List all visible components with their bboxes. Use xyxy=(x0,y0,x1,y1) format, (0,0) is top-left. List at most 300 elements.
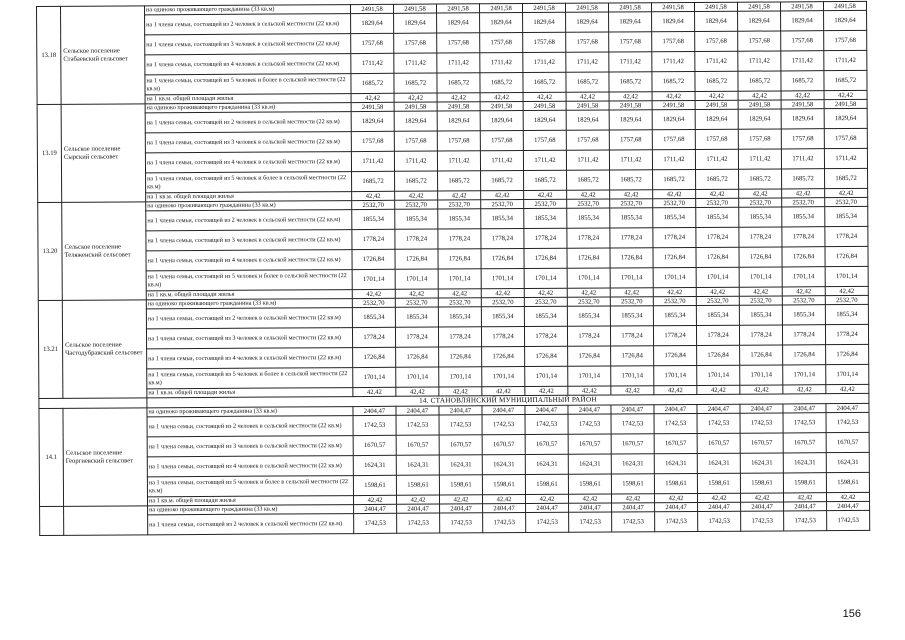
rate-value-cell: 1829,64 xyxy=(695,11,738,31)
rate-value-cell: 42,42 xyxy=(826,384,869,393)
rate-value-cell: 1685,72 xyxy=(481,171,524,191)
rate-value-cell: 1829,64 xyxy=(480,13,523,33)
rate-value-cell: 1598,61 xyxy=(396,475,439,495)
rate-value-cell: 42,42 xyxy=(437,93,480,102)
rate-value-cell: 1855,34 xyxy=(567,306,610,326)
rate-value-cell: 2491,58 xyxy=(695,100,738,109)
rate-value-cell: 1726,84 xyxy=(482,347,525,367)
rate-value-cell: 2532,70 xyxy=(481,298,524,307)
rate-value-cell: 2532,70 xyxy=(825,295,868,304)
rate-value-cell: 2404,47 xyxy=(783,404,826,413)
rate-value-cell: 2491,58 xyxy=(394,102,437,111)
rate-value-cell: 42,42 xyxy=(353,495,396,504)
table-body xyxy=(37,1,870,535)
rate-value-cell: 1670,57 xyxy=(396,435,439,455)
page-number: 156 xyxy=(842,608,861,620)
rate-value-cell: 2404,47 xyxy=(525,405,568,414)
rate-value-cell: 1701,14 xyxy=(395,269,438,289)
rate-value-cell: 1855,34 xyxy=(438,307,481,327)
rate-value-cell: 1726,84 xyxy=(611,346,654,366)
rate-value-cell: 1598,61 xyxy=(783,473,826,493)
rate-value-cell: 2491,58 xyxy=(651,2,694,11)
rate-value-cell: 1742,53 xyxy=(611,414,654,434)
rate-value-cell: 2532,70 xyxy=(739,296,782,305)
rate-value-cell: 1701,14 xyxy=(610,268,653,288)
rate-value-cell: 1757,68 xyxy=(738,129,781,149)
rate-description: на 1 члена семьи, состоящей из 3 человек в сельской местности (22 кв.м) xyxy=(145,34,351,55)
rate-value-cell: 1701,14 xyxy=(696,267,739,287)
rate-value-cell: 1670,57 xyxy=(568,434,611,454)
rate-value-cell: 42,42 xyxy=(525,494,568,503)
settlement-code: 13.18 xyxy=(37,6,62,104)
rate-value-cell: 1757,68 xyxy=(523,32,566,52)
rate-value-cell: 1598,61 xyxy=(740,473,783,493)
rate-value-cell: 1624,31 xyxy=(439,455,482,475)
rate-description: на 1 члена семьи, состоящей из 5 человек и более в сельской местности (22 кв.м) xyxy=(147,368,353,389)
rate-value-cell: 1829,64 xyxy=(824,10,867,30)
rate-value-cell: 2491,58 xyxy=(609,101,652,110)
rate-value-cell: 2491,58 xyxy=(351,102,394,111)
rate-value-cell: 42,42 xyxy=(782,189,825,198)
rate-value-cell: 1742,53 xyxy=(740,413,783,433)
rate-value-cell: 1757,68 xyxy=(480,131,523,151)
rate-value-cell: 1778,24 xyxy=(610,228,653,248)
settlement-name xyxy=(64,506,148,536)
rate-value-cell: 1670,57 xyxy=(611,434,654,454)
rate-value-cell: 2491,58 xyxy=(480,102,523,111)
rate-value-cell: 42,42 xyxy=(825,286,868,295)
rate-description: на 1 кв.м. общей площади жилья xyxy=(148,496,354,506)
rate-value-cell: 2404,47 xyxy=(354,504,397,513)
rate-value-cell: 42,42 xyxy=(611,494,654,503)
rate-value-cell: 2532,70 xyxy=(524,199,567,208)
rate-value-cell: 1624,31 xyxy=(740,453,783,473)
rate-value-cell: 2532,70 xyxy=(610,297,653,306)
rate-value-cell: 1685,72 xyxy=(696,169,739,189)
rate-value-cell: 1742,53 xyxy=(353,415,396,435)
rate-value-cell: 42,42 xyxy=(524,288,567,297)
rate-value-cell: 42,42 xyxy=(696,287,739,296)
rate-value-cell: 42,42 xyxy=(480,93,523,102)
rate-value-cell: 42,42 xyxy=(353,387,396,396)
rate-value-cell: 2404,47 xyxy=(827,501,870,510)
rate-value-cell: 1701,14 xyxy=(654,365,697,385)
rate-value-cell: 1855,34 xyxy=(653,207,696,227)
rate-value-cell: 1742,53 xyxy=(827,510,870,530)
rate-value-cell: 1829,64 xyxy=(566,12,609,32)
rate-value-cell: 1829,64 xyxy=(781,11,824,31)
rate-value-cell: 1757,68 xyxy=(695,129,738,149)
rate-value-cell: 42,42 xyxy=(523,92,566,101)
rate-value-cell: 2532,70 xyxy=(825,197,868,206)
rate-value-cell: 2491,58 xyxy=(824,99,867,108)
rate-value-cell: 2532,70 xyxy=(524,297,567,306)
rate-description: на 1 члена семьи, состоящей из 2 человек в сельской местности (22 кв.м) xyxy=(147,416,353,437)
rate-value-cell: 1711,42 xyxy=(652,51,695,71)
rate-value-cell: 1742,53 xyxy=(569,512,612,532)
rate-value-cell: 1855,34 xyxy=(352,209,395,229)
rate-value-cell: 1701,14 xyxy=(482,367,525,387)
rate-value-cell: 1726,84 xyxy=(524,248,567,268)
rate-value-cell: 1701,14 xyxy=(568,366,611,386)
rate-value-cell: 1742,53 xyxy=(783,413,826,433)
rate-value-cell: 42,42 xyxy=(352,191,395,200)
rate-value-cell: 1742,53 xyxy=(439,415,482,435)
rate-value-cell: 1855,34 xyxy=(352,307,395,327)
rate-value-cell: 2491,58 xyxy=(780,2,823,11)
rate-value-cell: 1598,61 xyxy=(826,472,869,492)
rate-value-cell: 1829,64 xyxy=(351,111,394,131)
rate-value-cell: 1624,31 xyxy=(568,454,611,474)
rate-value-cell: 1685,72 xyxy=(782,169,825,189)
rate-value-cell: 42,42 xyxy=(695,91,738,100)
rate-value-cell: 1670,57 xyxy=(783,433,826,453)
rate-value-cell: 42,42 xyxy=(352,289,395,298)
settlement-name: Сельское поселение Стабаевский сельсовет xyxy=(61,6,146,105)
rate-value-cell: 1670,57 xyxy=(697,433,740,453)
rate-description: на 1 члена семьи, состоящей из 4 человек в сельской местности (22 кв.м) xyxy=(147,456,353,477)
settlement-code: 13.21 xyxy=(38,300,63,398)
rate-value-cell: 1829,64 xyxy=(609,110,652,130)
rate-value-cell: 1757,68 xyxy=(523,130,566,150)
rate-value-cell: 1711,42 xyxy=(738,51,781,71)
rate-value-cell: 1757,68 xyxy=(394,33,437,53)
rate-value-cell: 1742,53 xyxy=(396,415,439,435)
rate-value-cell: 1726,84 xyxy=(568,346,611,366)
rate-value-cell: 2491,58 xyxy=(350,4,393,13)
rate-value-cell: 2404,47 xyxy=(569,503,612,512)
rate-value-cell: 1726,84 xyxy=(525,346,568,366)
rate-value-cell: 1685,72 xyxy=(739,169,782,189)
rate-value-cell: 1685,72 xyxy=(395,171,438,191)
rate-description: на 1 члена семьи, состоящей из 5 человек и более в сельской местности (22 кв.м) xyxy=(146,270,352,291)
rate-value-cell: 2491,58 xyxy=(738,100,781,109)
rate-value-cell: 1711,42 xyxy=(695,51,738,71)
rate-description: на 1 члена семьи, состоящей из 5 человек и более в сельской местности (22 кв.м) xyxy=(145,74,351,95)
rate-value-cell: 1855,34 xyxy=(395,307,438,327)
rate-value-cell: 2404,47 xyxy=(397,504,440,513)
rate-value-cell: 1855,34 xyxy=(825,206,868,226)
rate-description: на 1 кв.м. общей площади жилья xyxy=(146,290,352,300)
rate-value-cell: 1701,14 xyxy=(825,266,868,286)
rate-value-cell: 2491,58 xyxy=(566,101,609,110)
rate-value-cell: 1778,24 xyxy=(782,227,825,247)
rate-value-cell: 1757,68 xyxy=(652,31,695,51)
rates-table xyxy=(36,1,870,536)
rate-value-cell: 1778,24 xyxy=(567,228,610,248)
rate-value-cell: 1670,57 xyxy=(482,435,525,455)
rate-value-cell: 42,42 xyxy=(566,92,609,101)
rate-value-cell: 1711,42 xyxy=(394,53,437,73)
rate-value-cell: 2404,47 xyxy=(654,404,697,413)
rate-description: на 1 члена семьи, состоящей из 4 человек в сельской местности (22 кв.м) xyxy=(147,348,353,369)
rate-value-cell: 1742,53 xyxy=(698,511,741,531)
rate-value-cell: 2532,70 xyxy=(567,297,610,306)
rate-description: на одиноко проживающего гражданина (33 кв.м) xyxy=(145,103,351,113)
rate-value-cell: 42,42 xyxy=(652,91,695,100)
rate-value-cell: 1855,34 xyxy=(696,305,739,325)
rate-value-cell: 1726,84 xyxy=(653,247,696,267)
rate-value-cell: 2532,70 xyxy=(395,200,438,209)
rate-value-cell: 42,42 xyxy=(567,190,610,199)
rate-value-cell: 1711,42 xyxy=(394,151,437,171)
rate-value-cell: 1598,61 xyxy=(525,474,568,494)
rate-value-cell: 42,42 xyxy=(824,90,867,99)
rate-value-cell: 2491,58 xyxy=(694,2,737,11)
document-sheet xyxy=(36,1,869,536)
rate-value-cell: 1624,31 xyxy=(826,452,869,472)
rate-value-cell: 1670,57 xyxy=(740,433,783,453)
rate-description: на 1 члена семьи, состоящей из 2 человек в сельской местности (22 кв.м) xyxy=(146,210,352,231)
rate-value-cell: 1701,14 xyxy=(524,268,567,288)
rate-value-cell: 1855,34 xyxy=(524,306,567,326)
rate-description: на одиноко проживающего гражданина (33 кв.м) xyxy=(147,407,353,417)
rate-value-cell: 1701,14 xyxy=(352,269,395,289)
rate-value-cell: 1701,14 xyxy=(611,366,654,386)
settlement-name: Сельское поселение Сырский сельсовет xyxy=(61,104,146,203)
rate-value-cell: 2532,70 xyxy=(438,200,481,209)
rate-value-cell: 1757,68 xyxy=(781,129,824,149)
rate-value-cell: 2491,58 xyxy=(523,101,566,110)
rate-value-cell: 1711,42 xyxy=(781,149,824,169)
rate-value-cell: 1624,31 xyxy=(482,455,525,475)
rate-value-cell: 42,42 xyxy=(438,191,481,200)
rate-value-cell: 1598,61 xyxy=(482,475,525,495)
rate-value-cell: 1829,64 xyxy=(609,12,652,32)
rate-value-cell: 1778,24 xyxy=(481,327,524,347)
rate-value-cell: 1598,61 xyxy=(697,473,740,493)
rate-value-cell: 1726,84 xyxy=(696,247,739,267)
rate-value-cell: 42,42 xyxy=(524,190,567,199)
rate-value-cell: 2491,58 xyxy=(652,100,695,109)
rate-value-cell: 2404,47 xyxy=(611,405,654,414)
rate-value-cell: 42,42 xyxy=(697,493,740,502)
rate-value-cell: 42,42 xyxy=(739,287,782,296)
rate-value-cell: 1624,31 xyxy=(611,454,654,474)
rate-value-cell: 1685,72 xyxy=(352,171,395,191)
rate-value-cell: 1778,24 xyxy=(696,325,739,345)
rate-value-cell: 1685,72 xyxy=(652,71,695,91)
rate-description: на 1 члена семьи, состоящей из 2 человек в сельской местности (22 кв.м) xyxy=(145,112,351,133)
rate-value-cell: 42,42 xyxy=(653,189,696,198)
rate-value-cell: 1742,53 xyxy=(612,512,655,532)
rate-value-cell: 2404,47 xyxy=(396,406,439,415)
rate-value-cell: 1829,64 xyxy=(480,111,523,131)
rate-value-cell: 1829,64 xyxy=(523,110,566,130)
rate-value-cell: 1726,84 xyxy=(567,248,610,268)
rate-value-cell: 42,42 xyxy=(740,385,783,394)
rate-value-cell: 1778,24 xyxy=(567,326,610,346)
rate-value-cell: 1624,31 xyxy=(654,453,697,473)
rate-value-cell: 1742,53 xyxy=(354,513,397,533)
rate-value-cell: 42,42 xyxy=(395,191,438,200)
table-row xyxy=(40,510,870,535)
rate-value-cell: 2491,58 xyxy=(565,3,608,12)
settlement-code: 13.20 xyxy=(38,202,63,300)
rate-value-cell: 1742,53 xyxy=(697,413,740,433)
rate-value-cell: 2404,47 xyxy=(740,404,783,413)
rate-value-cell: 1778,24 xyxy=(438,229,481,249)
rate-value-cell: 1757,68 xyxy=(351,131,394,151)
rate-value-cell: 42,42 xyxy=(567,288,610,297)
rate-value-cell: 42,42 xyxy=(395,289,438,298)
rate-value-cell: 2532,70 xyxy=(696,198,739,207)
rate-value-cell: 42,42 xyxy=(439,387,482,396)
rate-value-cell: 1778,24 xyxy=(395,327,438,347)
rate-value-cell: 2532,70 xyxy=(481,200,524,209)
rate-value-cell: 1685,72 xyxy=(824,70,867,90)
rate-value-cell: 42,42 xyxy=(439,495,482,504)
rate-value-cell: 1685,72 xyxy=(438,171,481,191)
rate-value-cell: 2532,70 xyxy=(352,200,395,209)
rate-value-cell: 1711,42 xyxy=(480,151,523,171)
rate-value-cell: 2491,58 xyxy=(479,4,522,13)
rate-description: на 1 члена семьи, состоящей из 3 человек в сельской местности (22 кв.м) xyxy=(146,230,352,251)
rate-value-cell: 42,42 xyxy=(825,188,868,197)
rate-value-cell: 42,42 xyxy=(740,493,783,502)
rate-value-cell: 1711,42 xyxy=(695,149,738,169)
rate-value-cell: 1829,64 xyxy=(437,13,480,33)
rate-value-cell: 2491,58 xyxy=(823,1,866,10)
rate-value-cell: 1624,31 xyxy=(353,455,396,475)
rate-value-cell: 1624,31 xyxy=(697,453,740,473)
rate-value-cell: 1726,84 xyxy=(396,347,439,367)
rate-value-cell: 2532,70 xyxy=(610,199,653,208)
rate-value-cell: 2404,47 xyxy=(482,406,525,415)
rate-value-cell: 1701,14 xyxy=(353,367,396,387)
settlement-code: 14.1 xyxy=(39,408,64,506)
rate-value-cell: 2532,70 xyxy=(438,298,481,307)
rate-description: на 1 члена семьи, состоящей из 4 человек в сельской местности (22 кв.м) xyxy=(146,250,352,271)
rate-value-cell: 1757,68 xyxy=(824,128,867,148)
rate-value-cell: 2491,58 xyxy=(436,4,479,13)
rate-value-cell: 1855,34 xyxy=(825,304,868,324)
rate-description: на 1 члена семьи, состоящей из 2 человек в сельской местности (22 кв.м) xyxy=(145,14,351,35)
rate-value-cell: 1829,64 xyxy=(566,110,609,130)
rate-description: на одиноко проживающего гражданина (33 кв.м) xyxy=(146,201,352,211)
rate-value-cell: 2404,47 xyxy=(784,502,827,511)
rate-value-cell: 1624,31 xyxy=(783,453,826,473)
rate-value-cell: 1685,72 xyxy=(653,169,696,189)
rate-value-cell: 1685,72 xyxy=(609,72,652,92)
rate-value-cell: 42,42 xyxy=(394,93,437,102)
rate-value-cell: 2404,47 xyxy=(353,406,396,415)
rate-value-cell: 1757,68 xyxy=(566,32,609,52)
rate-value-cell: 1855,34 xyxy=(739,305,782,325)
rate-value-cell: 1742,53 xyxy=(440,513,483,533)
rate-value-cell: 2532,70 xyxy=(782,296,825,305)
rate-value-cell: 1757,68 xyxy=(824,30,867,50)
rate-value-cell: 1726,84 xyxy=(439,347,482,367)
rate-value-cell: 1757,68 xyxy=(738,31,781,51)
rate-value-cell: 2532,70 xyxy=(352,298,395,307)
rate-value-cell: 2532,70 xyxy=(696,296,739,305)
rate-value-cell: 42,42 xyxy=(481,289,524,298)
rate-value-cell: 1742,53 xyxy=(482,415,525,435)
rate-value-cell: 42,42 xyxy=(826,492,869,501)
rate-value-cell: 1778,24 xyxy=(438,327,481,347)
rate-value-cell: 1711,42 xyxy=(480,53,523,73)
rate-value-cell: 1726,84 xyxy=(610,248,653,268)
rate-value-cell: 2532,70 xyxy=(653,198,696,207)
rate-value-cell: 1711,42 xyxy=(824,148,867,168)
rate-value-cell: 1757,68 xyxy=(394,131,437,151)
rate-description: на одиноко проживающего гражданина (33 кв.м) xyxy=(145,5,351,15)
rate-value-cell: 1711,42 xyxy=(609,150,652,170)
rate-value-cell: 1711,42 xyxy=(566,150,609,170)
rate-value-cell: 1855,34 xyxy=(610,208,653,228)
rate-value-cell: 42,42 xyxy=(783,385,826,394)
settlement-name: Сельское поселение Теляженский сельсовет xyxy=(62,202,147,301)
rate-value-cell: 1778,24 xyxy=(739,227,782,247)
rate-value-cell: 1829,64 xyxy=(824,108,867,128)
rate-value-cell: 1778,24 xyxy=(825,324,868,344)
rate-value-cell: 42,42 xyxy=(481,191,524,200)
rate-value-cell: 1598,61 xyxy=(439,475,482,495)
rate-value-cell: 2404,47 xyxy=(440,504,483,513)
rate-value-cell: 2491,58 xyxy=(737,2,780,11)
rate-value-cell: 42,42 xyxy=(697,385,740,394)
rate-value-cell: 42,42 xyxy=(351,93,394,102)
rate-value-cell: 1757,68 xyxy=(437,33,480,53)
rate-value-cell: 1711,42 xyxy=(781,51,824,71)
rate-value-cell: 42,42 xyxy=(654,493,697,502)
rate-value-cell: 42,42 xyxy=(568,386,611,395)
rate-value-cell: 1670,57 xyxy=(439,435,482,455)
rate-value-cell: 1757,68 xyxy=(351,33,394,53)
rate-value-cell: 1757,68 xyxy=(480,33,523,53)
rate-value-cell: 2491,58 xyxy=(781,100,824,109)
rate-value-cell: 1855,34 xyxy=(696,207,739,227)
rate-description: на одиноко проживающего гражданина (33 кв.м) xyxy=(146,299,352,309)
rate-value-cell: 1829,64 xyxy=(695,109,738,129)
rate-value-cell: 2404,47 xyxy=(612,503,655,512)
rate-value-cell: 1757,68 xyxy=(566,130,609,150)
rate-value-cell: 2491,58 xyxy=(393,4,436,13)
rate-value-cell: 1778,24 xyxy=(352,229,395,249)
rate-value-cell: 42,42 xyxy=(438,289,481,298)
rate-value-cell: 1685,72 xyxy=(825,168,868,188)
rate-value-cell: 1598,61 xyxy=(611,474,654,494)
rate-value-cell: 2404,47 xyxy=(483,504,526,513)
rate-value-cell: 1685,72 xyxy=(695,71,738,91)
rate-value-cell: 2532,70 xyxy=(395,298,438,307)
rate-value-cell: 42,42 xyxy=(738,91,781,100)
rate-value-cell: 1742,53 xyxy=(784,511,827,531)
rate-value-cell: 1778,24 xyxy=(481,229,524,249)
rate-value-cell: 2532,70 xyxy=(653,296,696,305)
rate-description: на 1 кв.м. общей площади жилья xyxy=(146,192,352,202)
rate-value-cell: 2532,70 xyxy=(567,199,610,208)
rate-value-cell: 2404,47 xyxy=(439,406,482,415)
rate-value-cell: 1778,24 xyxy=(524,326,567,346)
rate-value-cell: 2404,47 xyxy=(698,502,741,511)
rate-value-cell: 1742,53 xyxy=(483,513,526,533)
rate-value-cell: 1685,72 xyxy=(351,73,394,93)
settlement-name: Сельское поселение Частодубравский сельсовет xyxy=(62,300,147,399)
rate-description: на 1 кв.м. общей площади жилья xyxy=(145,94,351,104)
rate-value-cell: 2532,70 xyxy=(739,198,782,207)
rate-value-cell: 1778,24 xyxy=(395,229,438,249)
rate-value-cell: 1711,42 xyxy=(523,150,566,170)
rate-value-cell: 1670,57 xyxy=(525,434,568,454)
rate-value-cell: 42,42 xyxy=(568,494,611,503)
rate-value-cell: 1685,72 xyxy=(524,170,567,190)
rate-value-cell: 1711,42 xyxy=(437,53,480,73)
rate-value-cell: 1726,84 xyxy=(395,249,438,269)
rate-value-cell: 1624,31 xyxy=(525,454,568,474)
rate-value-cell: 1778,24 xyxy=(782,325,825,345)
